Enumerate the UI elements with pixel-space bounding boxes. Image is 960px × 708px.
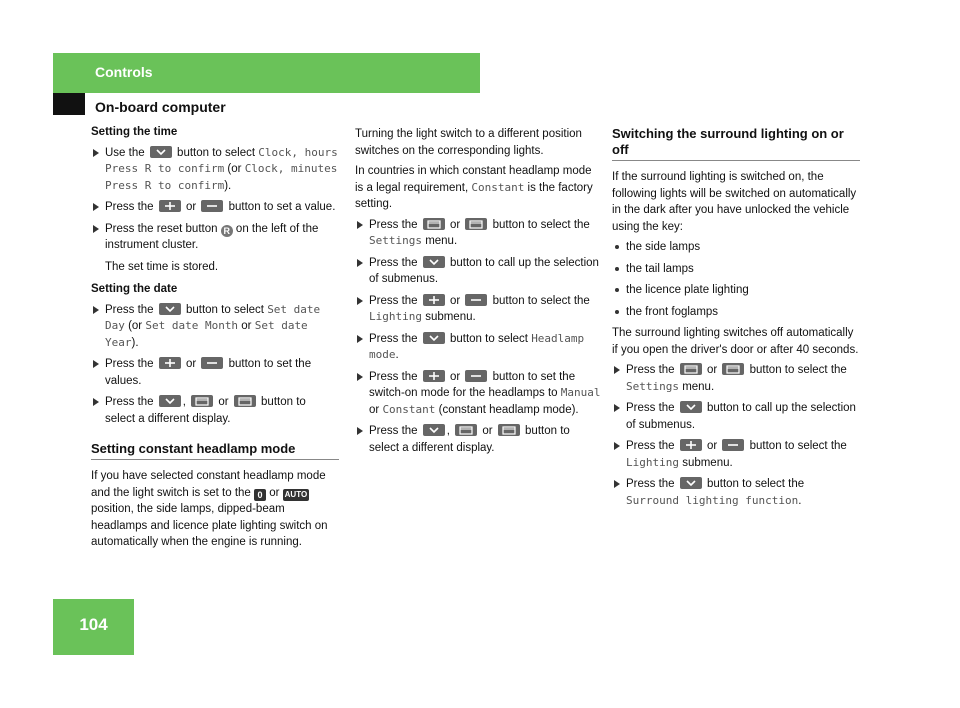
step-text: Press the [105,358,154,370]
step-text: Press the [369,294,418,307]
display-text: Clock, minutes Press R to confirm [105,162,338,192]
step-text: or [185,358,197,370]
step-text: button to select the [749,364,847,376]
step-surround-3 [612,438,860,471]
paragraph-text: In countries in which constant headlamp mode is a legal requirement, [355,165,592,194]
step-text: or [369,403,380,416]
step-text: ). [131,336,139,349]
step-text: or [706,440,718,452]
step-text: button to select the [492,294,590,307]
step-text: or [449,218,461,231]
down-chevron-key-icon [680,477,702,489]
chapter-title: Controls [95,64,153,80]
step-text: button to select a different display. [369,425,570,454]
step-text: button to select the [706,478,805,490]
paragraph-text: position, the side lamps, dipped-beam headlamps and licence plate lighting switch on automatically when the engine is running. [91,503,328,548]
page-number: 104 [79,615,108,634]
step-text: , [446,425,450,437]
step-text: button to call up the selection of submenus. [369,256,599,285]
page-forward-key-icon [722,363,744,375]
step-constant-4 [355,331,603,364]
column-1 [91,124,339,555]
column-2 [355,124,603,461]
section-marker [53,93,85,115]
lighting-intro: Turning the light switch to a different position switches on the corresponding lights. [355,128,582,157]
display-text: Settings [626,379,679,393]
step-text: or [241,320,252,332]
step-text: (or [227,163,242,175]
step-text: on the left of the instrument cluster. [105,222,319,251]
surround-intro: If the surround lighting is switched on, the following lights will be switched on automatically in the dark after you have unlocked the vehicle using the key: [612,171,857,233]
step-time-3 [91,221,339,254]
step-text: button to set the switch-on mode for the headlamps to [369,370,576,399]
heading-constant-headlamp: Setting constant headlamp mode [91,441,339,460]
step-text: or [449,294,461,307]
list-item: the front foglamps [612,304,860,321]
step-text: button to select a different display. [105,396,306,425]
down-chevron-key-icon [159,303,181,315]
paragraph-text: is the factory setting. [355,181,593,210]
minus-key-icon [465,370,487,382]
step-text: Press the [369,370,418,383]
minus-key-icon [201,200,223,212]
plus-key-icon [159,357,181,369]
step-text: Press the [105,303,154,316]
display-text: Headlamp mode [369,331,585,361]
switch-position-auto-icon: AUTO [284,489,308,499]
step-text: (constant headlamp mode). [438,403,579,416]
step-text: button to set a value. [228,201,336,213]
plus-key-icon [423,294,445,306]
step-date-2 [91,356,339,389]
constant-headlamp-text [91,468,339,551]
step-text: button to select the [492,218,590,231]
step-text: . [395,349,399,361]
step-surround-2 [612,400,860,433]
plus-key-icon [159,200,181,212]
step-text: submenu. [425,311,476,323]
step-text: Press the [105,396,154,408]
step-text: button to set the values. [105,358,312,387]
column-3 [612,124,860,514]
step-text: button to call up the selection of submenus. [626,402,856,431]
step-text: Press the [626,364,675,376]
step-text: or [218,396,229,408]
page-back-key-icon [423,218,445,230]
display-text: Constant [382,402,436,416]
step-time-1 [91,145,339,195]
display-text: Manual [560,386,601,399]
minus-key-icon [465,294,487,306]
page-forward-key-icon [234,395,256,407]
plus-key-icon [423,370,445,382]
plus-key-icon [680,439,702,451]
step-text: Press the [369,218,418,231]
step-text: ). [224,179,232,192]
display-text: Set date Day [105,302,321,332]
step-text: or [185,201,197,213]
page-back-key-icon [680,363,702,375]
step-text: menu. [425,235,458,247]
step-text: button to select [185,303,264,316]
page-forward-key-icon [465,218,487,230]
step-text: (or [128,320,143,332]
time-result: The set time is stored. [105,260,219,273]
down-chevron-key-icon [680,401,702,413]
display-text: Settings [369,234,422,247]
page-forward-key-icon [498,424,520,436]
list-item: the licence plate lighting [612,282,860,299]
down-chevron-key-icon [423,424,445,436]
step-date-3 [91,394,339,427]
display-text: Lighting [369,310,422,323]
step-text: Press the [626,478,675,490]
step-surround-1 [612,362,860,395]
page-back-key-icon [455,424,477,436]
step-text: button to select the [749,440,847,452]
heading-surround-lighting: Switching the surround lighting on or off [612,126,860,161]
step-text: Press the [369,256,418,269]
section-title: On-board computer [95,99,226,115]
step-constant-6 [355,423,603,456]
down-chevron-key-icon [159,395,181,407]
step-text: or [449,370,461,383]
subheading-setting-time: Setting the time [91,126,178,138]
step-text: or [706,364,718,376]
down-chevron-key-icon [423,332,445,344]
step-text: , [182,396,186,408]
list-item: the tail lamps [612,261,860,278]
step-text: Press the [369,425,418,437]
step-date-1 [91,302,339,352]
step-text: or [482,425,493,437]
step-text: Press the [369,332,418,345]
step-text: Press the [626,402,675,414]
switch-position-0-icon: 0 [254,489,266,501]
display-text: Clock, hours Press R to confirm [105,145,338,175]
step-constant-3 [355,293,603,326]
step-text: Press the [626,440,675,452]
display-text: Surround lighting function [626,493,799,507]
minus-key-icon [201,357,223,369]
step-text: button to select [449,332,528,345]
step-constant-2 [355,255,603,288]
down-chevron-key-icon [150,146,172,158]
list-item: the side lamps [612,239,860,256]
display-text: Set date Month [145,319,239,332]
step-surround-4 [612,476,860,509]
subheading-setting-date: Setting the date [91,283,178,295]
step-text: Use the [105,146,145,159]
display-text: Constant [471,180,525,194]
down-chevron-key-icon [423,256,445,268]
step-text: menu. [682,380,715,393]
reset-button-icon: R [221,225,233,237]
step-text: Press the reset button [105,222,218,235]
paragraph-text: or [269,486,280,499]
step-constant-1 [355,217,603,250]
step-text: . [798,494,802,507]
step-constant-5 [355,369,603,419]
page-back-key-icon [191,395,213,407]
surround-after: The surround lighting switches off automatically if you open the driver's door or after 40 seconds. [612,327,859,356]
step-time-2 [91,199,339,216]
minus-key-icon [722,439,744,451]
step-text: submenu. [682,456,733,469]
constant-intro [355,163,603,213]
step-text: Press the [105,201,154,213]
step-text: button to select [177,146,256,159]
paragraph-text: If you have selected constant headlamp mode and the light switch is set to the [91,470,326,499]
display-text: Lighting [626,455,679,469]
display-text: Set date Year [105,319,308,349]
